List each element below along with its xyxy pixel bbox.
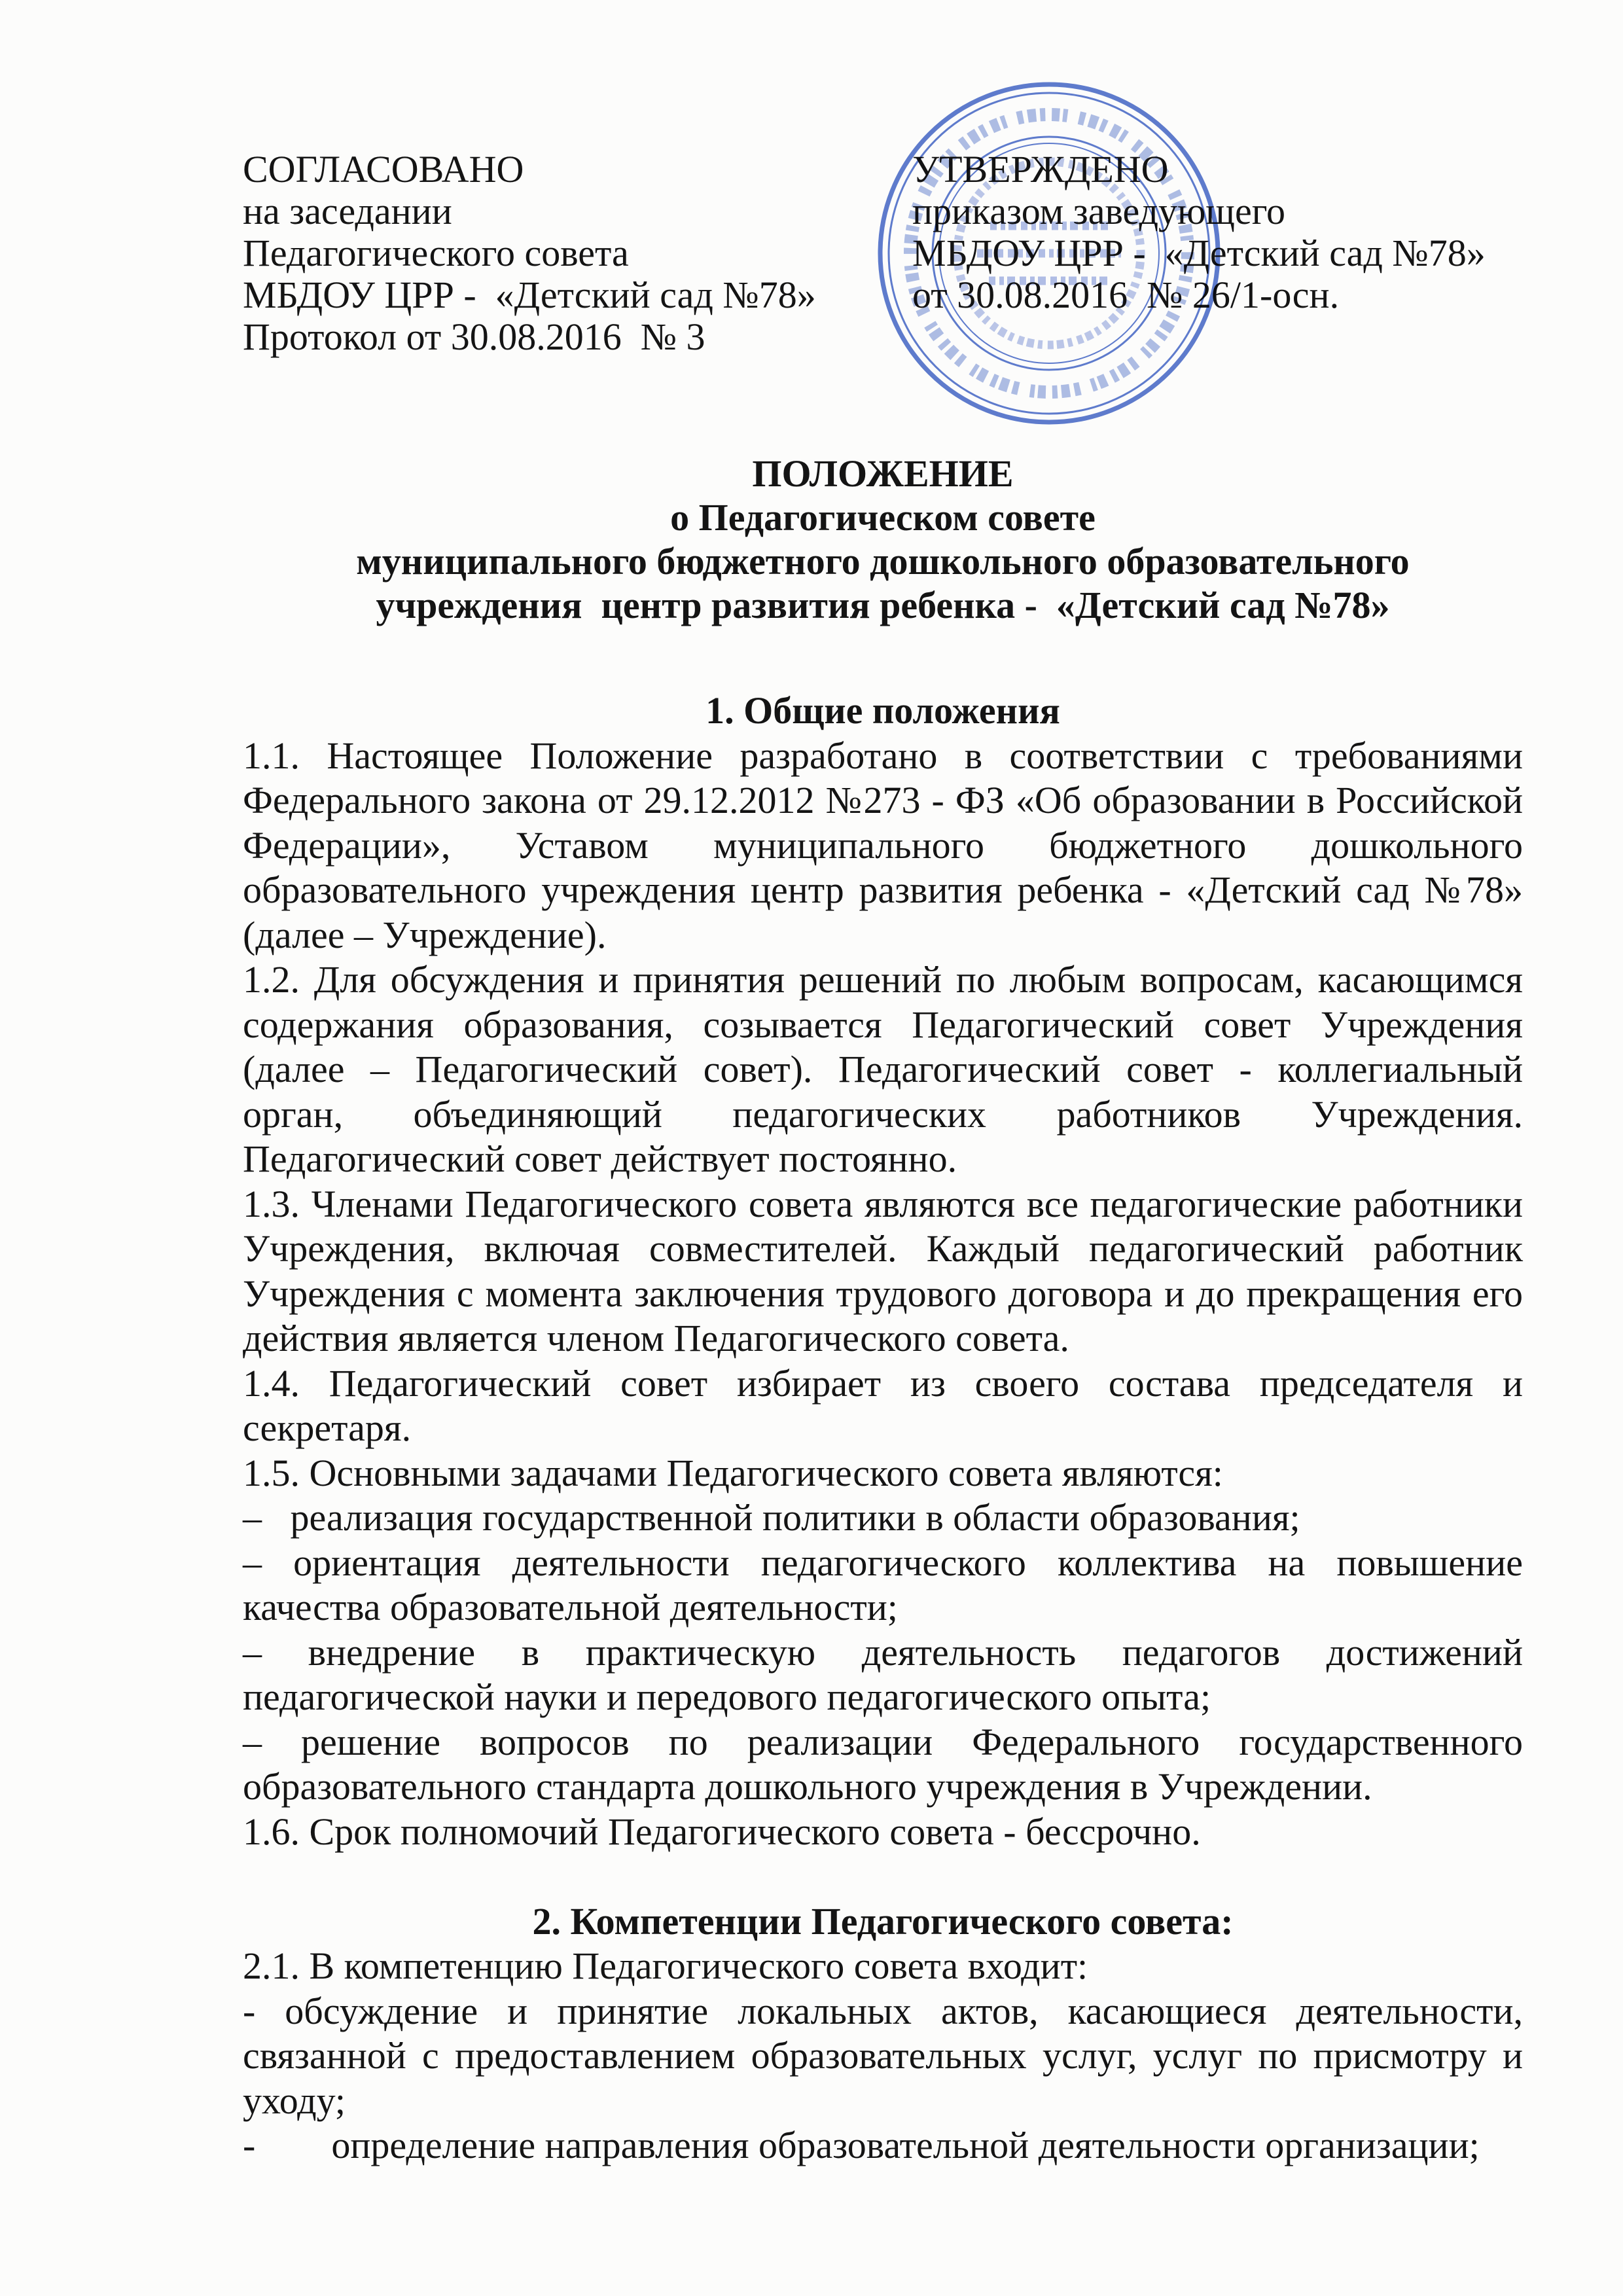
header-left-line: Педагогического совета	[243, 232, 629, 274]
text-line: - обсуждение и принятие локальных актов, касающиеся деятельности,	[243, 1989, 1523, 2032]
document-title	[243, 452, 1523, 627]
text-line: - определение направления образовательной деятельности организации;	[243, 2124, 1480, 2166]
title-line: ПОЛОЖЕНИЕ	[752, 452, 1014, 495]
text-line: орган, объединяющий педагогических работников Учреждения.	[243, 1092, 1523, 1136]
paragraph	[243, 1630, 1523, 1720]
section-heading: 2. Компетенции Педагогического совета:	[532, 1899, 1234, 1943]
text-line: – решение вопросов по реализации Федерального государственного	[243, 1720, 1523, 1763]
text-line: 1.3. Членами Педагогического совета являются все педагогические работники	[243, 1182, 1523, 1225]
text-line: связанной с предоставлением образовательных услуг, услуг по присмотру и	[243, 2034, 1523, 2077]
header-left-line: Протокол от 30.08.2016 № 3	[243, 315, 705, 358]
text-line: уходу;	[243, 2079, 346, 2122]
text-line: Федерации», Уставом муниципального бюджетного дошкольного	[243, 823, 1523, 867]
text-line: Педагогический совет действует постоянно.	[243, 1138, 957, 1180]
text-line: – внедрение в практическую деятельность педагогов достижений	[243, 1630, 1523, 1674]
header-left-line: СОГЛАСОВАНО	[243, 148, 524, 190]
text-line: образовательного стандарта дошкольного учреждения в Учреждении.	[243, 1765, 1372, 1808]
title-line: учреждения центр развития ребенка - «Детский сад №78»	[376, 584, 1390, 626]
text-line: качества образовательной деятельности;	[243, 1586, 898, 1628]
approval-block-agreed	[243, 149, 816, 358]
text-line: секретаря.	[243, 1407, 412, 1449]
paragraph	[243, 1361, 1523, 1451]
text-line: (далее – Учреждение).	[243, 913, 607, 956]
header-right-line: приказом заведующего	[912, 190, 1286, 232]
section-heading: 1. Общие положения	[705, 689, 1060, 732]
header-right-line: МБДОУ ЦРР - «Детский сад №78»	[912, 232, 1486, 274]
paragraph	[243, 1720, 1523, 1810]
text-line: 2.1. В компетенцию Педагогического совета входит:	[243, 1945, 1088, 1987]
text-line: – реализация государственной политики в области образования;	[243, 1496, 1300, 1539]
text-line: (далее – Педагогический совет). Педагогический совет - коллегиальный	[243, 1048, 1523, 1090]
header-right-line: УТВЕРЖДЕНО	[912, 148, 1169, 190]
paragraph	[243, 1989, 1523, 2124]
paragraph	[243, 1944, 1523, 1989]
document-body	[243, 689, 1523, 2168]
header-left-line: на заседании	[243, 190, 452, 232]
text-line: содержания образования, созывается Педагогический совет Учреждения	[243, 1003, 1523, 1046]
paragraph	[243, 734, 1523, 958]
text-line: Учреждения с момента заключения трудового договора и до прекращения его	[243, 1272, 1523, 1315]
text-line: 1.6. Срок полномочий Педагогического совета - бессрочно.	[243, 1810, 1201, 1853]
text-line: 1.2. Для обсуждения и принятия решений по любым вопросам, касающимся	[243, 958, 1523, 1001]
official-stamp-icon	[872, 77, 1226, 430]
header-right-line: от 30.08.2016 № 26/1-осн.	[912, 274, 1340, 316]
paragraph	[243, 1810, 1523, 1855]
blank-line	[243, 1854, 1523, 1899]
text-line: педагогической науки и передового педагогического опыта;	[243, 1676, 1211, 1718]
paragraph	[243, 1182, 1523, 1361]
title-line: о Педагогическом совете	[670, 496, 1096, 539]
title-line: муниципального бюджетного дошкольного образовательного	[356, 540, 1410, 583]
text-line: действия является членом Педагогического совета.	[243, 1317, 1069, 1359]
text-line: – ориентация деятельности педагогического коллектива на повышение	[243, 1541, 1523, 1584]
paragraph	[243, 958, 1523, 1182]
text-line: 1.5. Основными задачами Педагогического совета являются:	[243, 1451, 1223, 1494]
text-line: Федерального закона от 29.12.2012 №273 - ФЗ «Об образовании в Российской	[243, 779, 1523, 821]
header-left-line: МБДОУ ЦРР - «Детский сад №78»	[243, 274, 816, 316]
paragraph	[243, 1451, 1523, 1496]
paragraph	[243, 1541, 1523, 1630]
text-line: Учреждения, включая совместителей. Каждый педагогический работник	[243, 1227, 1523, 1270]
paragraph	[243, 1496, 1523, 1541]
text-line: образовательного учреждения центр развития ребенка - «Детский сад №78»	[243, 869, 1523, 911]
text-line: 1.4. Педагогический совет избирает из своего состава председателя и	[243, 1361, 1523, 1405]
paragraph	[243, 2123, 1523, 2168]
text-line: 1.1. Настоящее Положение разработано в соответствии с требованиями	[243, 734, 1523, 777]
